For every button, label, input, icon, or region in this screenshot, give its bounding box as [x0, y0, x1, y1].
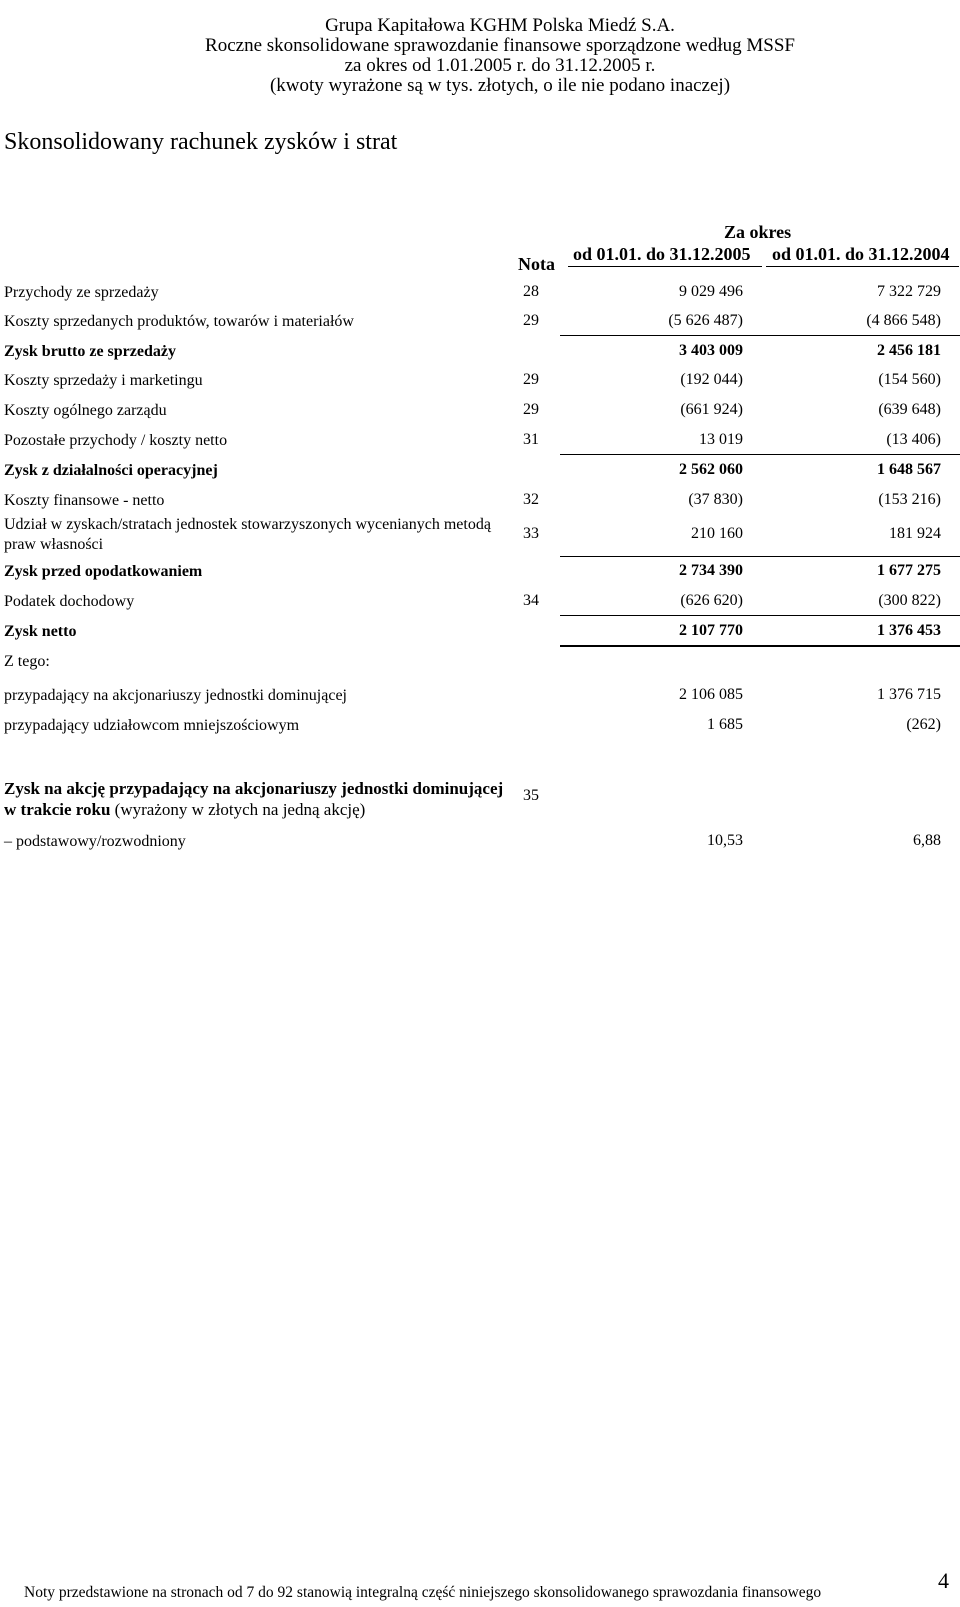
- row-value-2005: (192 044): [680, 371, 743, 388]
- row-note: 29: [523, 401, 539, 418]
- row-label: Zysk z działalności operacyjnej: [4, 462, 218, 479]
- row-value-2004: 1 648 567: [877, 461, 941, 478]
- column-header-2005: od 01.01. do 31.12.2005: [573, 244, 751, 264]
- row-label: Z tego:: [4, 653, 50, 670]
- row-value-2004: (262): [906, 716, 941, 733]
- report-name: Roczne skonsolidowane sprawozdanie finansowe sporządzone według MSSF: [205, 35, 795, 56]
- row-value-2004: (300 822): [878, 592, 941, 609]
- column-header-2004: od 01.01. do 31.12.2004: [772, 244, 950, 264]
- row-label: Zysk przed opodatkowaniem: [4, 563, 203, 580]
- row-label: Podatek dochodowy: [4, 593, 135, 610]
- company-name: Grupa Kapitałowa KGHM Polska Miedź S.A.: [325, 15, 675, 36]
- eps-row-label: – podstawowy/rozwodniony: [4, 833, 186, 850]
- row-value-2005: 1 685: [707, 716, 743, 733]
- row-note: 32: [523, 491, 539, 508]
- row-note: 29: [523, 312, 539, 329]
- row-value-2005: (5 626 487): [668, 312, 743, 329]
- row-value-2004: 2 456 181: [877, 342, 941, 359]
- row-label: przypadający na akcjonariuszy jednostki dominującej: [4, 687, 347, 704]
- row-note: 33: [523, 525, 539, 542]
- row-value-2004: (154 560): [878, 371, 941, 388]
- row-note: 34: [523, 592, 539, 609]
- row-note: 29: [523, 371, 539, 388]
- row-value-2004: (639 648): [878, 401, 941, 418]
- row-value-2004: 1 376 453: [877, 622, 941, 639]
- row-label: Koszty sprzedaży i marketingu: [4, 372, 203, 389]
- eps-title-normal: (wyrażony w złotych na jedną akcję): [110, 800, 366, 819]
- row-value-2005: 210 160: [691, 525, 743, 542]
- row-value-2005: 2 562 060: [679, 461, 743, 478]
- row-value-2004: 7 322 729: [877, 283, 941, 300]
- subtotal-rule: [560, 335, 960, 336]
- row-value-2005: 13 019: [699, 431, 743, 448]
- header-underline-2005: [568, 266, 762, 267]
- row-note: 31: [523, 431, 539, 448]
- eps-value-2005: 10,53: [707, 832, 743, 849]
- note-column-header: Nota: [518, 254, 555, 274]
- report-units: (kwoty wyrażone są w tys. złotych, o ile nie podano inaczej): [269, 75, 731, 96]
- row-value-2004: 1 376 715: [877, 686, 941, 703]
- page-footer: Noty przedstawione na stronach od 7 do 92 stanowią integralną część niniejszego skonsolidowanego sprawozdania finansowego: [24, 1584, 822, 1601]
- row-value-2004: 181 924: [889, 525, 941, 542]
- row-note: 28: [523, 283, 539, 300]
- row-label: Koszty finansowe - netto: [4, 492, 165, 509]
- row-label: Zysk netto: [4, 623, 77, 640]
- row-value-2005: (37 830): [688, 491, 743, 508]
- eps-value-2004: 6,88: [913, 832, 941, 849]
- page-number: 4: [938, 1568, 949, 1593]
- total-double-rule: [560, 645, 960, 647]
- row-value-2004: (13 406): [886, 431, 941, 448]
- row-value-2005: 9 029 496: [679, 283, 743, 300]
- header-underline-2004: [766, 266, 959, 267]
- row-label: Zysk brutto ze sprzedaży: [4, 343, 176, 360]
- eps-note: 35: [523, 787, 539, 804]
- row-value-2005: 2 107 770: [679, 622, 743, 639]
- eps-title: [4, 778, 504, 820]
- row-label: Koszty ogólnego zarządu: [4, 402, 167, 419]
- subtotal-rule: [560, 454, 960, 455]
- row-label: Pozostałe przychody / koszty netto: [4, 432, 228, 449]
- row-label: Udział w zyskach/stratach jednostek stowarzyszonych wycenianych metodą praw własności: [4, 516, 491, 553]
- subtotal-rule: [560, 615, 960, 616]
- row-label: Przychody ze sprzedaży: [4, 284, 159, 301]
- row-label: przypadający udziałowcom mniejszościowym: [4, 717, 300, 734]
- report-period: za okres od 1.01.2005 r. do 31.12.2005 r.: [344, 55, 656, 76]
- eps-title-bold: Zysk na akcję przypadający na akcjonariuszy jednostki dominującej w trakcie roku: [4, 779, 504, 819]
- row-value-2005: 2 106 085: [679, 686, 743, 703]
- row-value-2005: 3 403 009: [679, 342, 743, 359]
- row-value-2004: (4 866 548): [866, 312, 941, 329]
- period-header: Za okres: [724, 222, 792, 242]
- subtotal-rule: [560, 556, 960, 557]
- report-header: [0, 16, 960, 96]
- row-value-2004: (153 216): [878, 491, 941, 508]
- table-row: [0, 515, 960, 557]
- row-value-2005: 2 734 390: [679, 562, 743, 579]
- row-value-2004: 1 677 275: [877, 562, 941, 579]
- row-value-2005: (661 924): [680, 401, 743, 418]
- page-title: Skonsolidowany rachunek zysków i strat: [4, 129, 398, 155]
- row-value-2005: (626 620): [680, 592, 743, 609]
- row-label: Koszty sprzedanych produktów, towarów i materiałów: [4, 313, 354, 330]
